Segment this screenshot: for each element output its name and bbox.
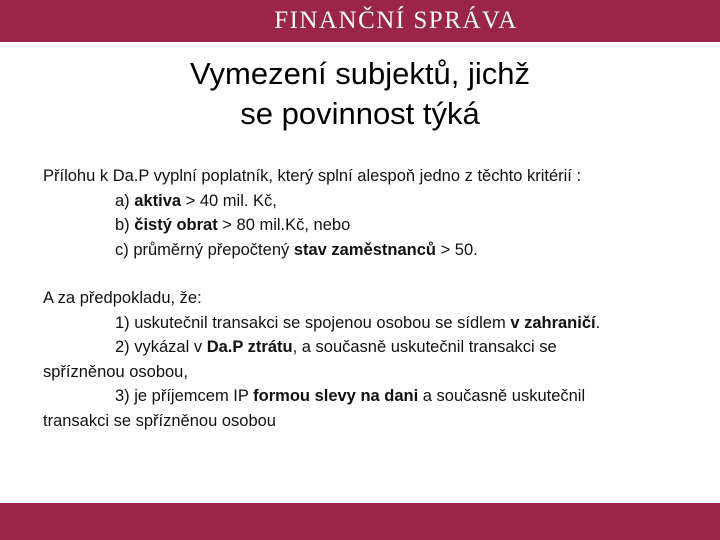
condition-2: 2) vykázal v Da.P ztrátu, a současně uskutečnil transakci se (115, 338, 557, 356)
condition-intro: A za předpokladu, že: (43, 289, 202, 307)
criterion-b: b) čistý obrat > 80 mil.Kč, nebo (115, 216, 351, 234)
criterion-c: c) průměrný přepočtený stav zaměstnanců > 50. (115, 240, 478, 259)
criterion-b-keyword: čistý obrat (134, 216, 218, 234)
header-bar (0, 0, 720, 42)
criterion-a-keyword: aktiva (134, 191, 182, 210)
slide-title-line2: se povinnost týká (240, 96, 480, 131)
criterion-a: a) aktiva > 40 mil. Kč, (115, 191, 277, 210)
condition-2-continuation: spřízněnou osobou, (43, 362, 188, 381)
brand-logo-text: FINANČNÍ SPRÁVA (274, 7, 518, 34)
condition-1: 1) uskutečnil transakci se spojenou osobou se sídlem v zahraničí. (115, 313, 601, 332)
footer-bar (0, 503, 720, 540)
slide-body (43, 164, 708, 433)
condition-3: 3) je příjemcem IP formou slevy na dani a současně uskutečnil (115, 387, 586, 405)
condition-3-keyword: formou slevy na dani (253, 387, 419, 405)
spacer (43, 262, 708, 286)
condition-3-continuation: transakci se spřízněnou osobou (43, 411, 276, 430)
condition-1-keyword: v zahraničí (510, 313, 596, 332)
slide-title-line1: Vymezení subjektů, jichž (189, 56, 530, 91)
slide-title (0, 54, 720, 134)
intro-text: Přílohu k Da.P vyplní poplatník, který splní alespoň jedno z těchto kritérií : (43, 167, 582, 185)
condition-2-keyword: Da.P ztrátu (206, 338, 293, 356)
criterion-c-keyword: stav zaměstnanců (293, 240, 436, 259)
